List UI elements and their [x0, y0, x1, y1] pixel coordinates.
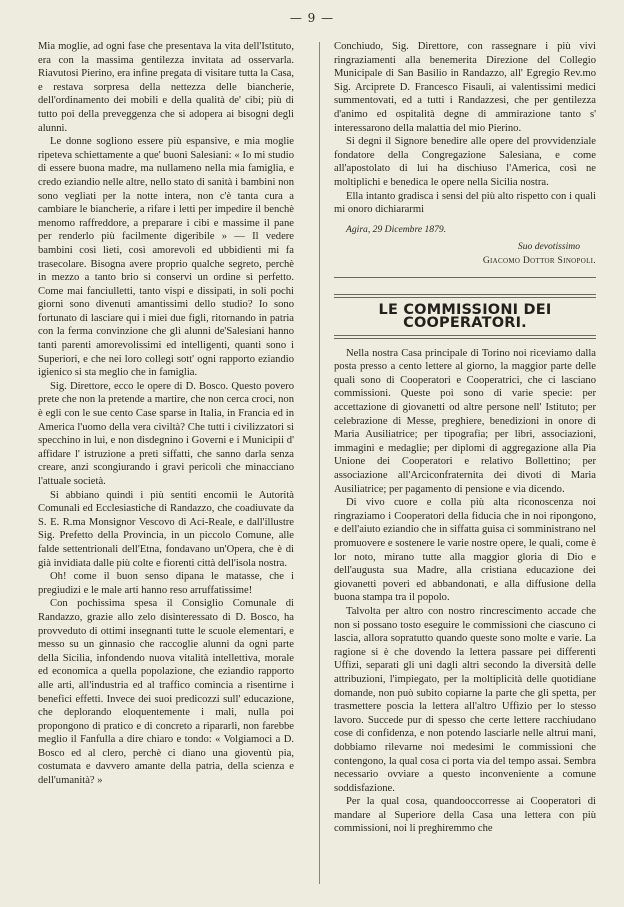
paragraph: Si abbiano quindi i più sentiti encomii le Autorità Comunali ed Ecclesiastiche di Randazzo, che coadiuvate da S. E. R.ma Monsignor Vescovo di Aci-Reale, e dall'illustre Sig. Prefetto della Provincia, in un piccolo Comune, alle falde settentrionali dell'Etna, fondavano un'Opera, che è di già invidiata dalle più colte e fiorenti città dell'isola nostra.	[38, 489, 294, 569]
paragraph: Di vivo cuore e colla più alta riconoscenza noi ringraziamo i Cooperatori della fiducia che in noi ripongono, e dell'aiuto eziandio che in siffatta guisa ci somministrano nel promuovere e sostenere le varie nostre opere, le quali, come è lor noto, mirano tutte alla maggior gloria di Dio e dell'augusta sua Madre, alla cristiana educazione dei giovanetti poveri ed abbandonati, e alla diffusione della buona stampa tra il popolo.	[334, 497, 596, 604]
paragraph: Oh! come il buon senso dipana le matasse, che i pregiudizi e le male arti hanno reso arruffatissime!	[38, 571, 294, 596]
paragraph: Nella nostra Casa principale di Torino noi riceviamo dalla posta presso a cento lettere al giorno, la maggior parte delle quali sono di Cooperatori e Cooperatrici, che ci lasciano commissioni. Queste poi sono di varie specie: per accettazione di giovanetti od altre persone nell' Istituto; per celebrazione di Messe, preghiere, benedizioni in onore di Maria Ausiliatrice; per tipografia; per libri, associazioni, immagini e medaglie; per diplomi di aggregazione alla Pia Unione dei Cooperatori e relativo Bollettino; per associazione all'Arciconfraternita dei divoti di Maria Ausiliatrice; per pagamento di pensione e via dicendo.	[334, 347, 596, 495]
paragraph: Con pochissima spesa il Consiglio Comunale di Randazzo, grazie allo zelo disinteressato di D. Bosco, ha provveduto di ottimi insegnanti tutte le scuole elementari, e messo su un ginnasio che raccoglie alunni da ogni parte della Sicilia, infondendo nuova vitalità intellettiva, morale ed economica a quella popolazione, che eziandio rapporto alle arti, all'industria ed al traffico comincia a risentirne i benefici effetti. Invece dei suoi predicozzi sull' educazione, che deplorando eloquentemente i mali, nulla poi propongono di pratico e di concreto a ripararli, non farebbe meglio il Fanfulla a dire chiaro e tondo: « Volgiamoci a D. Bosco ed al clero, perchè ci diano una gioventù pia, costumata e davvero amante della patria, della scienza e dell'umanità? »	[38, 598, 294, 787]
paragraph: Le donne sogliono essere più espansive, e mia moglie ripeteva schiettamente a que' buoni Salesiani: « Io mi studio di essere buona madre, ma nullameno nella mia famiglia, e credo eziandio nelle altre, nello stato di sanità i bambini non sono vegliati per la notte intera, non c'è tanta cura a cambiare le biancherie, a rifare i letti per impedire il benchè menomo raffreddore, a preparare i cibi e massime il pane per renderlo più facilmente digeribile » — Il vedere bambini così lieti, così amorevoli ed ubbidienti mi fa trasecolare. Bisogna avere proprio qualche segreto, perchè in mezzo a tanto brio si conservi un ordine sì perfetto. Come mai fanciulletti, tanto vispi e dissipati, in soli pochi giorni sono divenuti amantissimi dello studio? Io sono fortunato di lasciare qui i miei due figli, ritornando in patria con la ferma convinzione che gli alunni de'Salesiani hanno tanti parenti amorevolissimi ed intelligenti, quanti sono i Superiori, e che nei loro collegi sott' ogni rapporto eziandio igienico si sta meglio che in famiglia.	[38, 136, 294, 379]
paragraph: Conchiudo, Sig. Direttore, con rassegnare i più vivi ringraziamenti alla benemerita Direzione del Collegio Municipale di San Basilio in Randazzo, all' Egregio Rev.mo Sig. Arciprete D. Francesco Fisauli, ai valentissimi medici summentovati, ed a tutti i Randazzesi, che per gentilezza d'animo ed ospitalità degne di ammirazione tanto s' interessarono della malattia del mio Pierino.	[334, 41, 596, 134]
paragraph: Per la qual cosa, quandooccorresse ai Cooperatori di mandare al Superiore della Casa una lettera con più commissioni, noi li preghiremmo che	[334, 796, 596, 835]
left-column	[38, 40, 294, 788]
paragraph: Talvolta per altro con nostro rincrescimento accade che non si possano tosto eseguire le commissioni che ciascuno ci lascia, allora sopratutto quando queste sono molte e varie. La ragione si è che dovendo la lettera passare pei differenti Uffizi, separati gli uni dagli altri secondo la diversità delle attribuzioni, l'impiegato, per la moltiplicità delle quotidiane domande, non può subito copiarne la parte che gli spetta, per trasmettere poscia la lettera all'altro Uffizio per lo stesso lavoro. Succede pur di spesso che certe lettere racchiudano cose di confidenza, e non potendo lasciarle nelle altrui mani, dobbiamo rilevarne noi medesimi le commissioni che contengono, la qual cosa ci porta via del tempo assai. Sembra necessario ovviare a questo inconveniente a comune soddisfazione.	[334, 605, 596, 794]
heading-rule-bottom	[334, 335, 596, 339]
section-heading: LE COMMISSIONI DEI COOPERATORI.	[378, 301, 552, 332]
right-column	[334, 40, 596, 836]
paragraph: Mia moglie, ad ogni fase che presentava la vita dell'Istituto, era con la massima gentilezza invitata ad osservarla. Riavutosi Pierino, era infine pregata di visitare tutta la Casa, e restava sorpresa della nettezza delle biancherie, dell'ordinamento dei mobili e della qualità de' cibi; più di tutto poi della preveggenza che si adopera ai bisogni degli alunni.	[38, 41, 294, 134]
separator-rule	[334, 277, 596, 278]
heading-rule-top	[334, 294, 596, 298]
page-number: — 9 —	[289, 11, 335, 25]
signer: Giacomo Dottor Sinopoli.	[482, 254, 596, 266]
closing: Suo devotissimo	[517, 241, 580, 253]
signature-block	[334, 223, 596, 268]
paragraph: Sig. Direttore, ecco le opere di D. Bosco. Questo povero prete che non la pretende a martire, che non cerca croci, non è egli con le sue cento Case sparse in Italia, in Francia ed in America l'uomo della vera civiltà? Che tutti i civilizzatori si specchino in lui, e non disdegnino i Governi e i Municipii d' affidare l' istruzione a preti siffatti, che sanno darla senza creare, anzi scongiurando i gravi pericoli che minacciano l'attuale società.	[38, 380, 294, 487]
paragraph: Ella intanto gradisca i sensi del più alto rispetto con i quali mi onoro dichiararmi	[334, 190, 596, 216]
column-divider	[319, 42, 320, 884]
paragraph: Si degni il Signore benedire alle opere del provvidenziale fondatore della Congregazione Salesiana, e come all'apostolato di lui ha dischiuso l'America, così ne moltiplichi e benedica le opere nella Sicilia nostra.	[334, 136, 596, 188]
date-line: Agira, 29 Dicembre 1879.	[346, 223, 447, 235]
